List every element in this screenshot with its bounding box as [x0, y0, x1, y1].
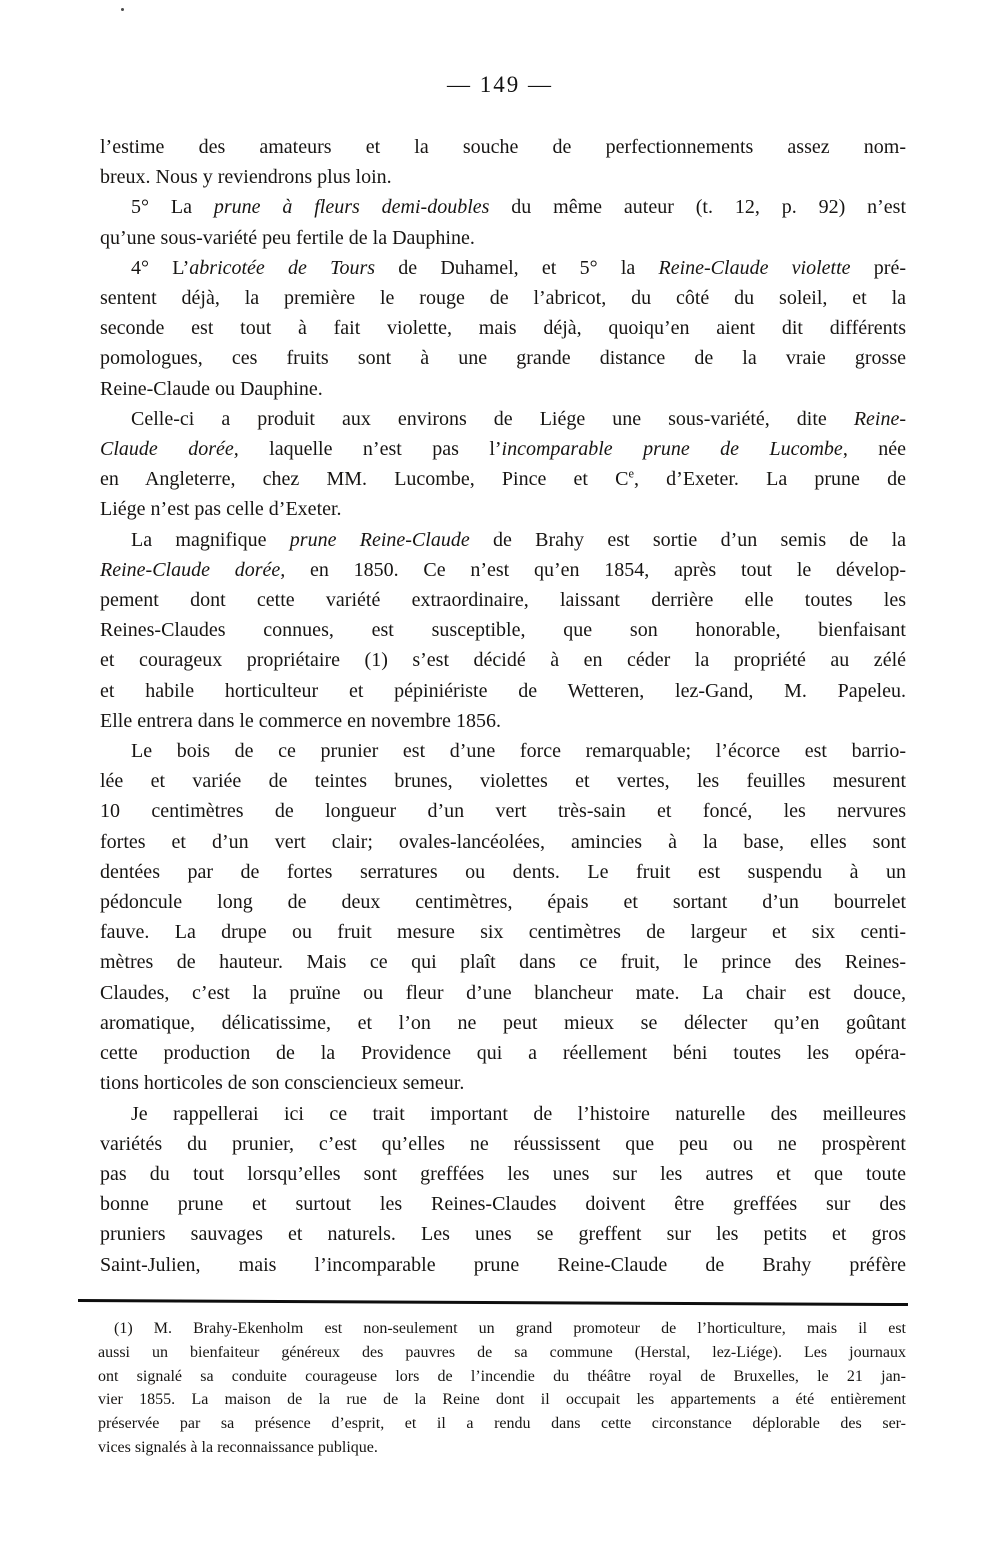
text-line: aromatique, délicatissime, et l’on ne peut mieux se délecter qu’en goûtant: [100, 1011, 906, 1034]
paragraph: [100, 736, 906, 1098]
text-line: Claude dorée, laquelle n’est pas l’incomparable prune de Lucombe, née: [100, 438, 907, 461]
text-line: 5° La prune à fleurs demi-doubles du même auteur (t. 12, p. 92) n’est: [131, 196, 907, 219]
text-line: Saint-Julien, mais l’incomparable prune Reine-Claude de Brahy préfère: [100, 1253, 906, 1276]
text-line: mètres de hauteur. Mais ce qui plaît dans ce fruit, le prince des Reines-: [100, 951, 906, 974]
paragraph: [100, 1099, 906, 1280]
text-line: bonne prune et surtout les Reines-Claudes doivent être greffées sur des: [100, 1193, 906, 1216]
text-line: ont signalé sa conduite courageuse lors de l’incendie du théâtre royal de Bruxelles, le 21 jan-: [98, 1367, 906, 1385]
paragraph: [100, 132, 906, 192]
text-line: Elle entrera dans le commerce en novembre 1856.: [100, 709, 501, 732]
text-line: pement dont cette variété extraordinaire, laissant derrière elle toutes les: [100, 589, 906, 612]
scan-speck-artifact: [121, 8, 124, 11]
paragraph: [100, 192, 906, 252]
text-line: fauve. La drupe ou fruit mesure six centimètres de largeur et six centi-: [100, 921, 906, 944]
text-line: pas du tout lorsqu’elles sont greffées les unes sur les autres et que toute: [100, 1162, 906, 1185]
text-line: 4° L’abricotée de Tours de Duhamel, et 5° la Reine-Claude violette pré-: [131, 256, 906, 279]
page-number: — 149 —: [447, 72, 553, 97]
text-line: Reine-Claude ou Dauphine.: [100, 377, 323, 400]
text-line: en Angleterre, chez MM. Lucombe, Pince et Ce, d’Exeter. La prune de: [100, 466, 906, 491]
text-line: lée et variée de teintes brunes, violettes et vertes, les feuilles mesurent: [100, 770, 906, 793]
text-line: préservée par sa présence d’esprit, et il a rendu dans cette circonstance déplorable des ser-: [98, 1415, 906, 1433]
text-line: dentées par de fortes serratures ou dents. Le fruit est suspendu à un: [100, 860, 906, 883]
text-line: Le bois de ce prunier est d’une force remarquable; l’écorce est barrio-: [131, 740, 906, 763]
text-line: fortes et d’un vert clair; ovales-lancéolées, amincies à la base, elles sont: [100, 830, 906, 853]
text-line: cette production de la Providence qui a réellement béni toutes les opéra-: [100, 1042, 906, 1065]
text-line: Liége n’est pas celle d’Exeter.: [100, 498, 342, 521]
footnote-separator-rule: [78, 1299, 908, 1306]
footnote: [98, 1317, 906, 1460]
text-line: aussi un bienfaiteur généreux des pauvres de sa commune (Herstal, lez-Liége). Les journaux: [98, 1343, 906, 1361]
text-line: (1) M. Brahy-Ekenholm est non-seulement un grand promoteur de l’horticulture, mais il est: [114, 1320, 906, 1337]
text-line: et courageux propriétaire (1) s’est décidé à en céder la propriété au zélé: [100, 649, 906, 672]
text-line: variétés du prunier, c’est qu’elles ne réussissent que peu ou ne prospèrent: [100, 1132, 906, 1155]
paragraph: [100, 404, 906, 525]
text-line: Celle-ci a produit aux environs de Liége une sous-variété, dite Reine-: [131, 407, 906, 430]
text-line: pédoncule long de deux centimètres, épais et sortant d’un bourrelet: [100, 891, 906, 914]
text-line: vices signalés à la reconnaissance publique.: [98, 1438, 378, 1456]
text-line: et habile horticulteur et pépiniériste de Wetteren, lez-Gand, M. Papeleu.: [100, 679, 906, 702]
text-line: sentent déjà, la première le rouge de l’abricot, du côté du soleil, et la: [100, 287, 906, 310]
text-line: l’estime des amateurs et la souche de perfectionnements assez nom-: [100, 136, 906, 158]
text-line: 10 centimètres de longueur d’un vert très-sain et foncé, les nervures: [100, 800, 906, 823]
body-text: [100, 132, 906, 1280]
paragraph: [100, 525, 906, 736]
text-line: La magnifique prune Reine-Claude de Brahy est sortie d’un semis de la: [131, 528, 906, 551]
text-line: pruniers sauvages et naturels. Les unes se greffent sur les petits et gros: [100, 1223, 906, 1246]
text-line: Claudes, c’est la pruïne ou fleur d’une blancheur mate. La chair est douce,: [100, 981, 906, 1004]
text-line: Reine-Claude dorée, en 1850. Ce n’est qu’en 1854, après tout le dévelop-: [100, 558, 906, 581]
text-line: vier 1855. La maison de la rue de la Reine dont il occupait les appartements a été entièrement: [98, 1391, 906, 1409]
text-line: tions horticoles de son consciencieux semeur.: [100, 1072, 465, 1095]
text-line: qu’une sous-variété peu fertile de la Dauphine.: [100, 226, 475, 249]
text-line: breux. Nous y reviendrons plus loin.: [100, 166, 392, 189]
text-line: Reines-Claudes connues, est susceptible, que son honorable, bienfaisant: [100, 619, 906, 642]
text-line: seconde est tout à fait violette, mais déjà, quoiqu’en aient dit différents: [100, 317, 906, 340]
text-line: pomologues, ces fruits sont à une grande distance de la vraie grosse: [100, 347, 906, 370]
text-line: Je rappellerai ici ce trait important de l’histoire naturelle des meilleures: [131, 1102, 906, 1125]
paragraph: [100, 253, 906, 404]
